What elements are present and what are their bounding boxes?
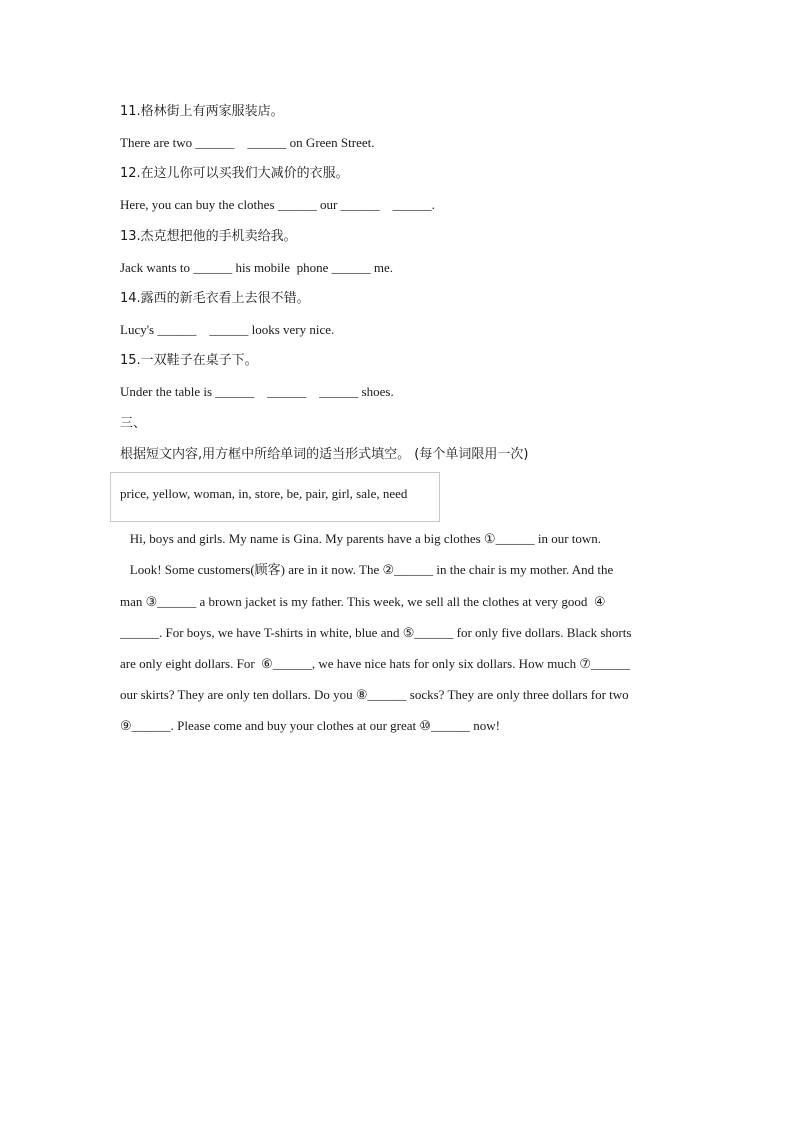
passage-line: our skirts? They are only ten dollars. Do you ⑧______ socks? They are only three dollars for two — [120, 687, 629, 702]
section-instruction: 根据短文内容,用方框中所给单词的适当形式填空。 (每个单词限用一次) — [120, 447, 529, 462]
question-11-sentence: There are two ______ ______ on Green Street. — [120, 135, 375, 150]
section-number: 三、 — [120, 416, 147, 431]
question-15-prompt: 15.一双鞋子在桌子下。 — [120, 353, 258, 368]
passage-line: Hi, boys and girls. My name is Gina. My parents have a big clothes ①______ in our town. — [120, 531, 602, 546]
passage-line: are only eight dollars. For ⑥______, we have nice hats for only six dollars. How much ⑦______ — [120, 656, 630, 671]
question-13-prompt: 13.杰克想把他的手机卖给我。 — [120, 229, 297, 244]
word-bank-box — [110, 472, 440, 522]
question-12-sentence: Here, you can buy the clothes ______ our ______ ______. — [120, 197, 435, 212]
passage-line: ⑨______. Please come and buy your clothes at our great ⑩______ now! — [120, 718, 501, 733]
question-13-sentence: Jack wants to ______ his mobile phone ______ me. — [120, 260, 393, 275]
question-12-prompt: 12.在这儿你可以买我们大减价的衣服。 — [120, 166, 349, 181]
word-bank-text: price, yellow, woman, in, store, be, pair, girl, sale, need — [120, 486, 408, 501]
question-14-prompt: 14.露西的新毛衣看上去很不错。 — [120, 291, 310, 306]
passage-line: Look! Some customers(顾客) are in it now. The ②______ in the chair is my mother. And the — [120, 562, 614, 577]
passage-line: man ③______ a brown jacket is my father. This week, we sell all the clothes at very good ④ — [120, 594, 606, 609]
question-11-prompt: 11.格林街上有两家服装店。 — [120, 104, 284, 119]
question-14-sentence: Lucy's ______ ______ looks very nice. — [120, 322, 335, 337]
question-15-sentence: Under the table is ______ ______ ______ shoes. — [120, 384, 394, 399]
passage-line: ______. For boys, we have T-shirts in white, blue and ⑤______ for only five dollars. Black shorts — [120, 625, 632, 640]
